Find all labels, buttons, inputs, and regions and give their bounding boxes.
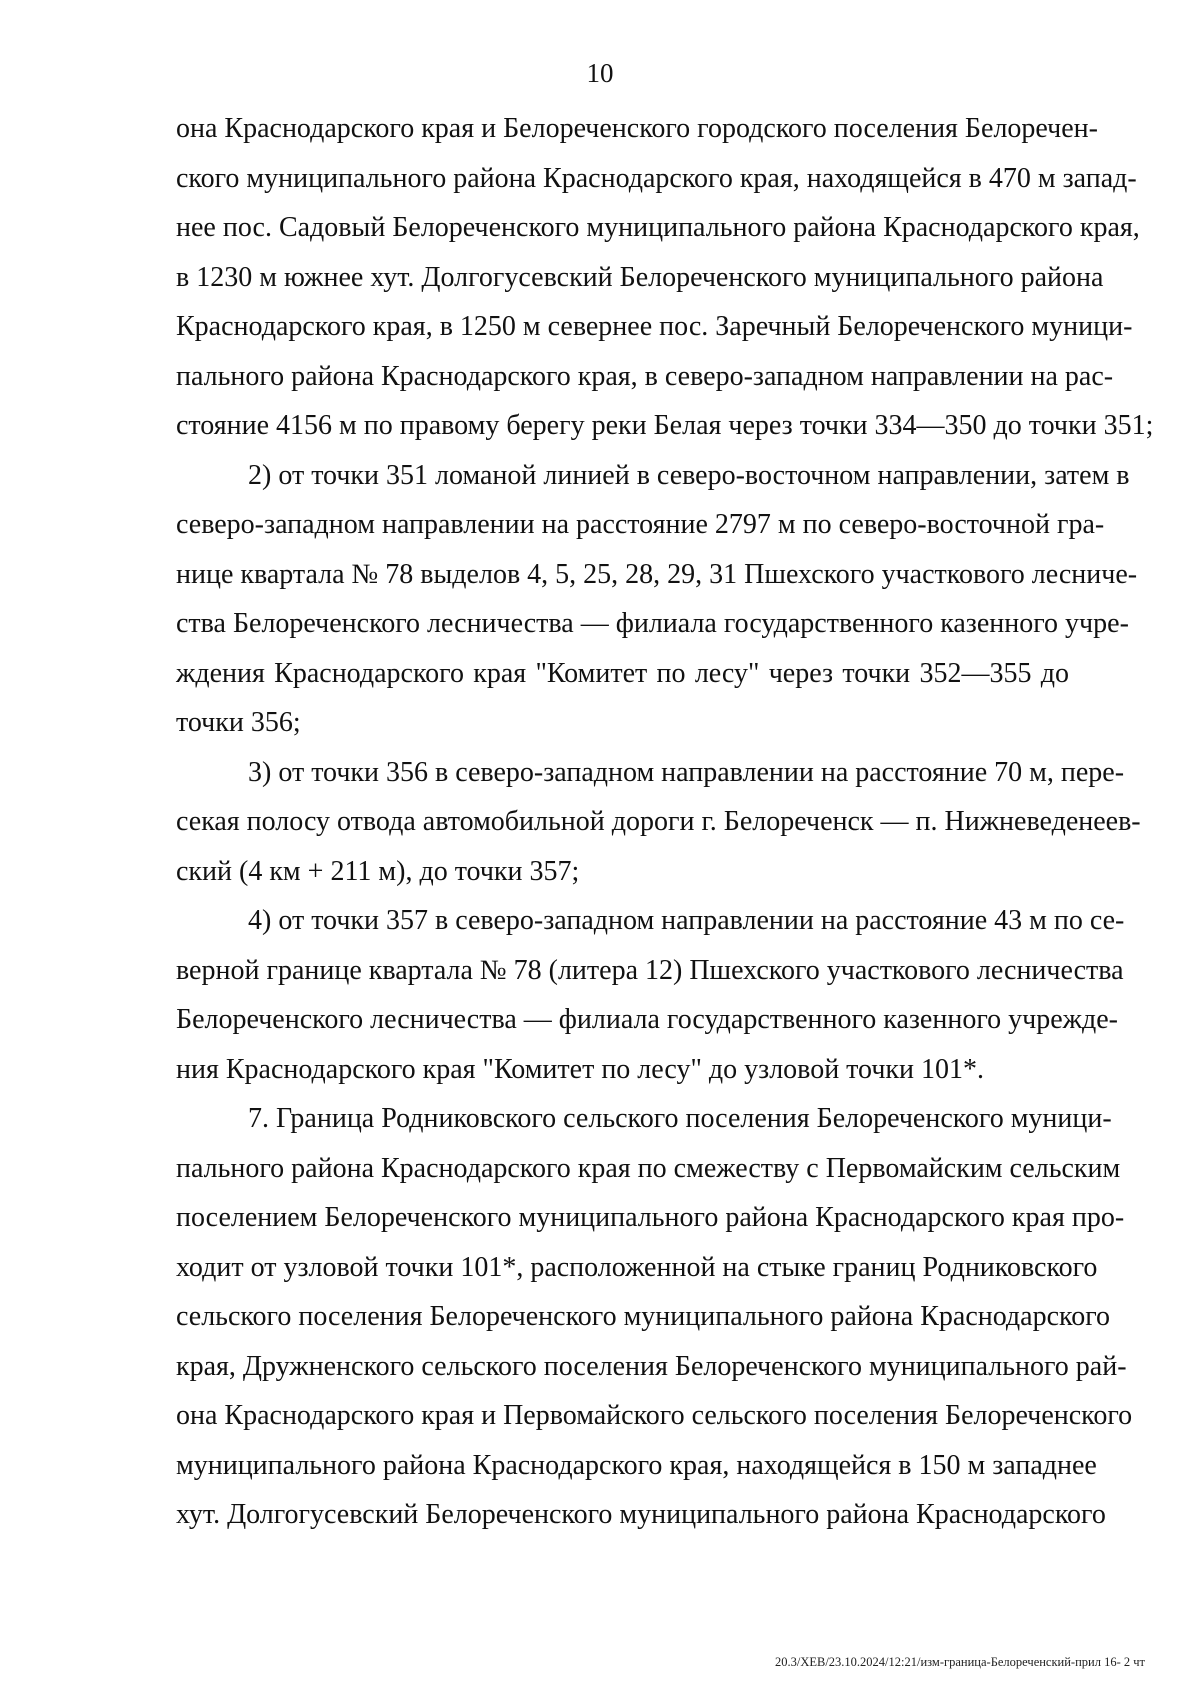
text-line: пального района Краснодарского края, в северо-западном направлении на рас- — [176, 360, 1114, 392]
paragraph — [176, 896, 1125, 1094]
paragraph — [176, 748, 1141, 897]
text-line: муниципального района Краснодарского края, находящейся в 150 м западнее — [176, 1449, 1097, 1481]
text-line: ния Краснодарского края "Комитет по лесу" до узловой точки 101*. — [176, 1053, 984, 1085]
text-line: Белореченского лесничества — филиала государственного казенного учрежде- — [176, 1004, 1118, 1035]
page-number: 10 — [586, 58, 614, 88]
text-line: ждения Краснодарского края "Комитет по лесу" через точки 352—355 до — [176, 657, 1069, 689]
text-line: точки 356; — [176, 707, 301, 738]
text-line: она Краснодарского края и Белореченского городского поселения Белоречен- — [176, 113, 1098, 144]
text-line: поселением Белореченского муниципального района Краснодарского края про- — [176, 1202, 1125, 1233]
text-line: 7. Граница Родниковского сельского поселения Белореченского муници- — [248, 1103, 1112, 1134]
text-line: сельского поселения Белореченского муниципального района Краснодарского — [176, 1301, 1110, 1332]
text-line: в 1230 м южнее хут. Долгогусевский Белореченского муниципального района — [176, 261, 1104, 293]
text-line: пального района Краснодарского края по смежеству с Первомайским сельским — [176, 1152, 1121, 1184]
text-line: она Краснодарского края и Первомайского сельского поселения Белореченского — [176, 1400, 1133, 1431]
text-line: ский (4 км + 211 м), до точки 357; — [176, 855, 580, 887]
text-line: хут. Долгогусевский Белореченского муниципального района Краснодарского — [176, 1499, 1106, 1530]
paragraph — [176, 104, 1154, 451]
paragraph — [176, 1094, 1133, 1540]
text-line: нице квартала № 78 выделов 4, 5, 25, 28, 29, 31 Пшехского участкового лесниче- — [176, 558, 1138, 590]
text-line: Краснодарского края, в 1250 м севернее пос. Заречный Белореченского муници- — [176, 311, 1133, 342]
text-line: ства Белореченского лесничества — филиала государственного казенного учре- — [176, 608, 1129, 639]
text-line: нее пос. Садовый Белореченского муниципального района Краснодарского края, — [176, 212, 1140, 243]
text-line: стояние 4156 м по правому берегу реки Белая через точки 334—350 до точки 351; — [176, 410, 1154, 441]
text-line: 3) от точки 356 в северо-западном направлении на расстояние 70 м, пере- — [248, 756, 1125, 788]
document-footer: 20.3/ХЕВ/23.10.2024/12:21/изм-граница-Белореченский-прил 16- 2 чт — [774, 1655, 1145, 1669]
text-line: ского муниципального района Краснодарского края, находящейся в 470 м запад- — [176, 162, 1137, 194]
text-line: северо-западном направлении на расстояние 2797 м по северо-восточной гра- — [176, 509, 1105, 540]
document-body — [176, 104, 1154, 1540]
text-line: края, Дружненского сельского поселения Белореченского муниципального рай- — [176, 1350, 1127, 1382]
text-line: верной границе квартала № 78 (литера 12) Пшехского участкового лесничества — [176, 954, 1124, 986]
text-line: секая полосу отвода автомобильной дороги г. Белореченск — п. Нижневеденеев- — [176, 806, 1141, 837]
text-line: 4) от точки 357 в северо-западном направлении на расстояние 43 м по се- — [248, 905, 1125, 936]
paragraph — [176, 451, 1138, 748]
text-line: 2) от точки 351 ломаной линией в северо-восточном направлении, затем в — [248, 459, 1130, 491]
text-line: ходит от узловой точки 101*, расположенной на стыке границ Родниковского — [176, 1251, 1098, 1283]
